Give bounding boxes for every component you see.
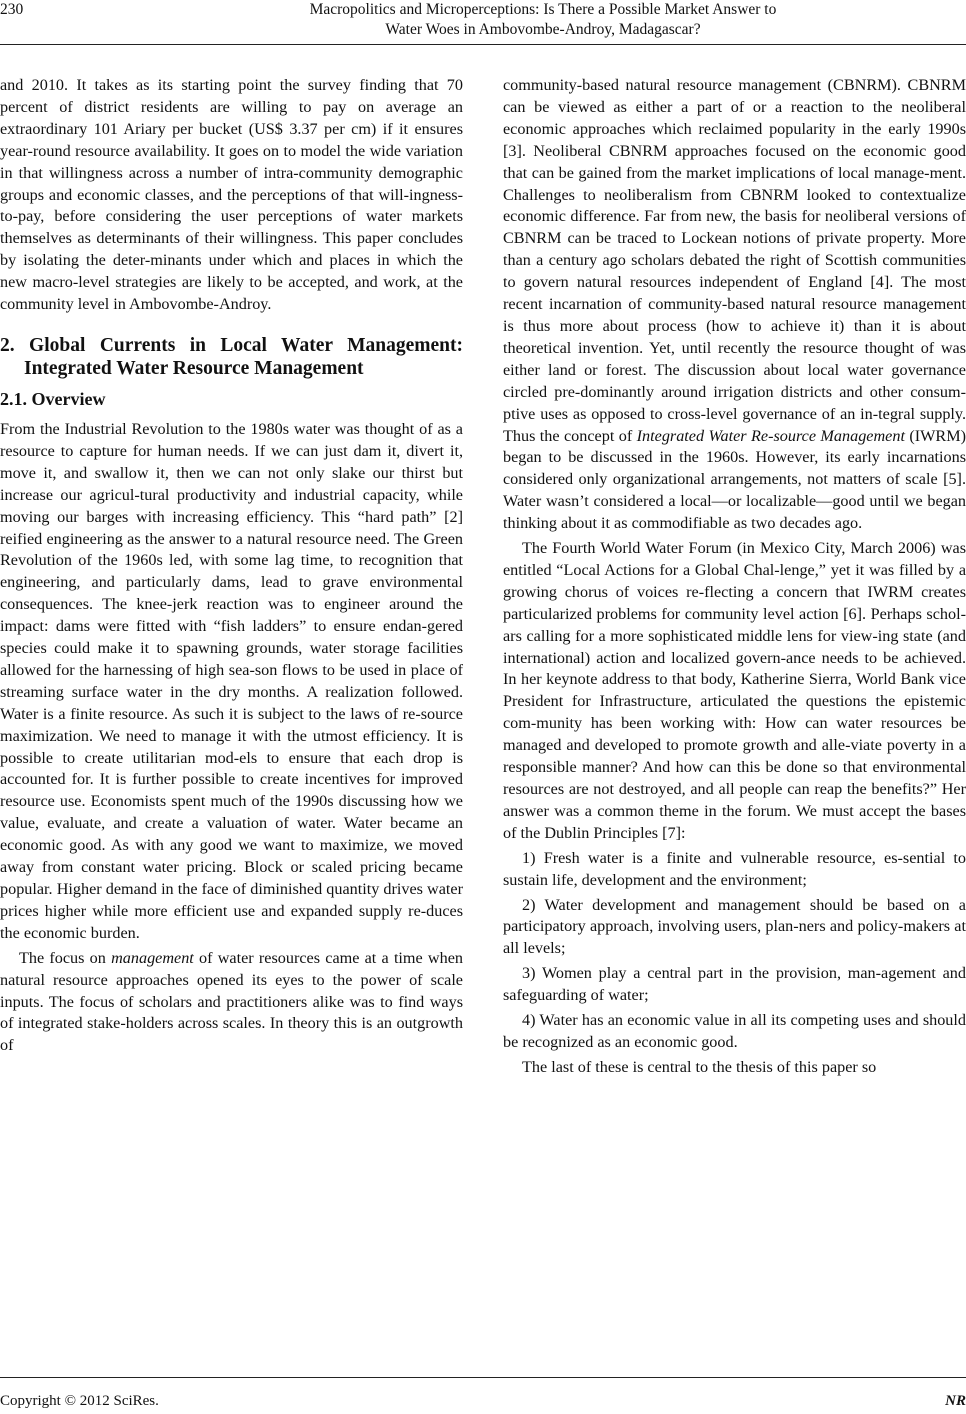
principle-item: 1) Fresh water is a finite and vulnerable resource, es-sential to sustain life, development and the environment; bbox=[503, 848, 966, 889]
paragraph-world-water-forum: The Fourth World Water Forum (in Mexico City, March 2006) was entitled “Local Actions for a Global Chal-lenge,” yet it was filled by a growing chorus of voices re-flecting a concern that IWRM creates particularized problems for community level action [6]. Perhaps schol-ars calling for a more sophisticated middle lens for view-ing state (and international) action and localized govern-ance needs to be achieved. In her keynote address to that body, Katherine Sierra, World Bank vice President for Infrastructure, articulated the questions the epistemic com-munity has been working with: How can water resources be managed and developed to promote growth and alle-viate poverty in a responsible manner? And how can this be done so that environmental resources are not destroyed, and all people can reap the benefits?” Her answer was a common theme in the forum. We must accept the bases of the Dublin Principles [7]: bbox=[503, 539, 966, 842]
page-number: 230 bbox=[0, 1, 24, 18]
text-segment: (IWRM) began to be discussed in the 1960s. However, its early incarnations considered only organizational arrangements, not matters of scale [5]. Water wasn’t considered a local—or localizable—good until we began thinking about it as commodifiable as two decades ago. bbox=[503, 426, 966, 533]
text-segment: The focus on bbox=[19, 948, 112, 967]
running-title-line-1: Macropolitics and Microperceptions: Is There a Possible Market Answer to bbox=[309, 1, 777, 18]
subsection-heading: 2.1. Overview bbox=[0, 388, 106, 409]
right-column bbox=[503, 75, 966, 1079]
principle-item: 4) Water has an economic value in all its competing uses and should be recognized as an economic good. bbox=[503, 1011, 966, 1051]
paragraph-last: The last of these is central to the thesis of this paper so bbox=[522, 1057, 877, 1076]
journal-abbreviation: NR bbox=[945, 1393, 966, 1409]
emphasis-management: management bbox=[111, 948, 194, 967]
paragraph-management bbox=[0, 948, 463, 1058]
left-column bbox=[0, 75, 463, 1057]
principle-item: 3) Women play a central part in the provision, man-agement and safeguarding of water; bbox=[503, 964, 966, 1005]
header-rule bbox=[0, 44, 966, 45]
paragraph-cbnrm bbox=[503, 75, 966, 535]
emphasis-iwrm: Integrated Water Re-source Management bbox=[636, 426, 905, 445]
principle-item: 2) Water development and management should be based on a participatory approach, involving users, plan-ners and policy-makers at all levels; bbox=[503, 895, 966, 958]
footer-rule bbox=[0, 1377, 966, 1378]
running-title-line-2: Water Woes in Ambovombe-Androy, Madagascar? bbox=[385, 21, 701, 38]
paragraph-overview: From the Industrial Revolution to the 1980s water was thought of as a resource to capture for human needs. If we can just dam it, divert it, move it, and swallow it, then we can not only slake our thirst but increase our agricul-tural productivity and industrial capacity, while moving our barges with increasing efficiency. This “hard path” [2] reified engineering as the answer to a natural resource need. The Green Revolution of the 1960s led, with some lag time, to recognition that engineering, and particularly dams, lead to grave environmental consequences. The knee-jerk reaction was to engineer around the impact: dams were fitted with “fish ladders” to ensure endan-gered species could make it to spawning grounds, water storage facilities allowed for the harnessing of high sea-son flows to be used in place of streaming surface water in the dry months. A realization followed. Water is a finite resource. As such it is subject to the laws of re-source maximization. We need to manage it with the utmost efficiency. It is possible to create utilitarian mod-els to ensure that each drop is accounted for. It is further possible to create incentives for improved resource use. Economists spent much of the 1990s discussing how we value, evaluate, and create a valuation of water. Water became an economic good. As with any good we want to maximize, we moved away from constant water pricing. Block or scaled pricing became popular. Higher demand in the face of diminished quantity drives water prices higher while more efficient use and expanded supply re-duces the economic burden. bbox=[0, 419, 463, 942]
text-segment: of water resources came at a time when natural resource approaches opened its eyes to the power of scale inputs. The focus of scholars and practitioners alike was to find ways of integrated stake-holders across scales. In theory this is an outgrowth of bbox=[0, 948, 463, 1055]
copyright-notice: Copyright © 2012 SciRes. bbox=[0, 1393, 159, 1409]
text-segment: community-based natural resource management (CBNRM). CBNRM can be viewed as either a part of or a reaction to the neoliberal economic approaches which reclaimed popularity in the early 1990s [3]. Neoliberal CBNRM approaches focused on the economic good that can be gained from the market implications of local manage-ment. Challenges to neoliberalism from CBNRM looked to contextualize economic difference. Far from new, the basis for neoliberal versions of CBNRM can be traced to Lockean notions of private property. More than a century ago scholars debated the right of Scottish communities to govern natural resources independent of England [4]. The most recent incarnation of community-based natural resource management is thus more about process (how to achieve it) than it is about theoretical invention. Yet, until recently the resource thought of was either land or forest. The discussion about local water governance circled pre-dominantly around irrigation districts and other consum-ptive uses as opposed to cross-level governance of an in-tegral supply. Thus the concept of bbox=[503, 76, 966, 445]
paragraph-intro: and 2010. It takes as its starting point the survey finding that 70 percent of district residents are willing to pay on average an extraordinary 101 Ariary per bucket (US$ 3.37 per cm) if it ensures year-round resource availability. It goes on to model the wide variation in that willingness across a number of intra-community demographic groups and economic classes, and the perceptions of that will-ingness-to-pay, before considering the user perceptions of water markets themselves as determinants of their willingness. This paper concludes by isolating the deter-minants under which and places in which the new macro-level strategies are likely to be accepted, and work, at the community level in Ambovombe-Androy. bbox=[0, 76, 463, 314]
running-title bbox=[120, 0, 966, 40]
section-heading: 2. Global Currents in Local Water Management: Integrated Water Resource Management bbox=[0, 334, 463, 379]
page-header bbox=[0, 0, 966, 42]
